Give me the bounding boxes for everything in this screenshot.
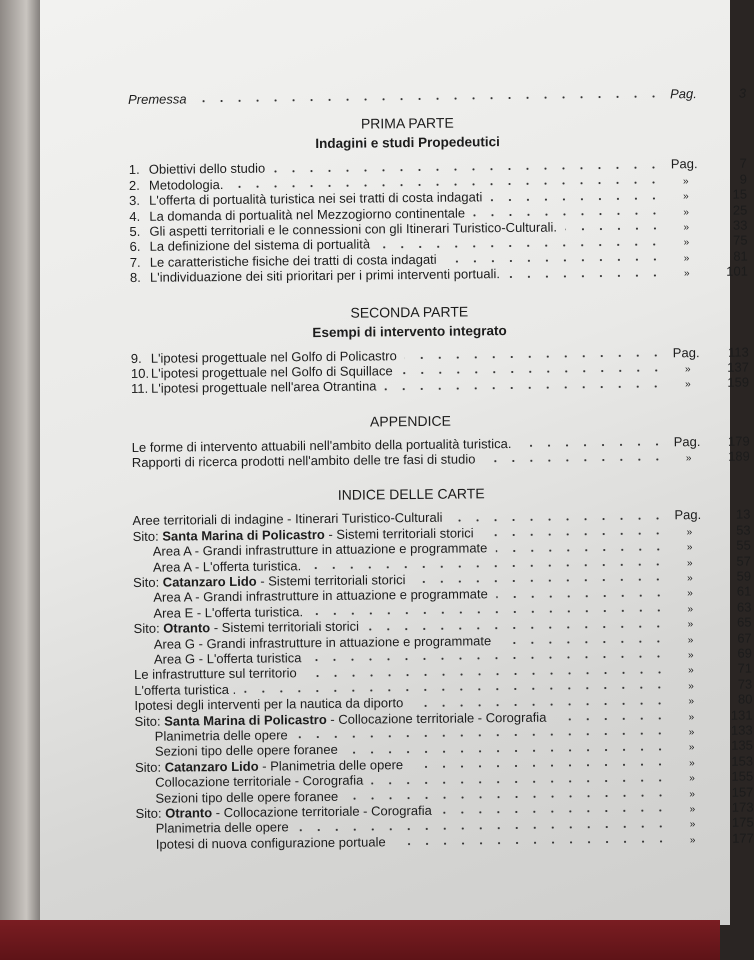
pag-label: » bbox=[687, 573, 693, 585]
page-number: 55 bbox=[736, 537, 751, 553]
entry-title bbox=[149, 161, 265, 178]
dot-leader bbox=[440, 809, 670, 815]
page-number: 133 bbox=[730, 722, 753, 738]
entry-text: Aree territoriali di indagine - Itinerari Turistico-Culturali bbox=[132, 510, 443, 529]
entry-text: L'ipotesi progettuale nell'area Otrantina bbox=[151, 378, 377, 397]
entry-text: L'individuazione dei siti prioritari per i primi interventi portuali. bbox=[149, 266, 501, 285]
book-page bbox=[40, 0, 754, 925]
table-of-contents bbox=[128, 86, 754, 852]
entry-title bbox=[153, 558, 301, 575]
entry-text: Area A - L'offerta turistica. bbox=[152, 557, 302, 575]
entry-text: Ipotesi degli interventi per la nautica da diporto bbox=[134, 695, 404, 714]
dot-leader bbox=[405, 353, 665, 360]
entry-text: La definizione del sistema di portualità bbox=[149, 236, 371, 255]
page-number: 57 bbox=[736, 553, 752, 569]
entry-number: 7. bbox=[129, 254, 141, 270]
entry-text: Ipotesi di nuova configurazione portuale bbox=[155, 834, 386, 852]
entry-text: Le forme di intervento attuabili nell'ambito della portualità turistica. bbox=[131, 435, 512, 455]
section-heading: APPENDICE bbox=[369, 412, 451, 430]
pag-label: » bbox=[683, 191, 689, 203]
page-number: 179 bbox=[727, 433, 750, 449]
toc-section bbox=[128, 111, 748, 286]
entry-text: Area G - L'offerta turistica bbox=[153, 650, 302, 667]
entry-text: - Planimetria delle opere bbox=[258, 756, 404, 774]
dot-leader bbox=[490, 196, 663, 202]
entry-number: 8. bbox=[129, 270, 141, 286]
entry-title bbox=[153, 604, 303, 621]
site-name: Otranto bbox=[165, 805, 213, 821]
entry-title: Premessa bbox=[128, 91, 187, 107]
page-number: 25 bbox=[732, 202, 748, 218]
page-number: 71 bbox=[737, 660, 753, 677]
entry-list bbox=[129, 156, 748, 286]
entry-title bbox=[151, 379, 377, 397]
entry-text: Obiettivi dello studio bbox=[148, 160, 266, 178]
toc-section bbox=[132, 482, 754, 852]
entry-list bbox=[132, 507, 754, 852]
page-number: 155 bbox=[731, 768, 754, 784]
site-name: Catanzaro Lido bbox=[162, 573, 257, 590]
pag-label: » bbox=[682, 175, 689, 187]
dot-leader bbox=[384, 384, 665, 391]
entry-title bbox=[156, 834, 386, 852]
entry-number: 4. bbox=[129, 208, 141, 224]
pag-label: » bbox=[687, 619, 694, 631]
entry-text: La domanda di portualità nel Mezzogiorno continentale bbox=[149, 205, 466, 224]
pag-label: » bbox=[687, 634, 694, 646]
entry-title bbox=[155, 727, 288, 744]
page-number: 67 bbox=[737, 630, 752, 646]
page-number: 101 bbox=[726, 263, 748, 279]
dot-leader bbox=[554, 716, 668, 721]
page-number: 81 bbox=[733, 248, 748, 264]
dot-leader bbox=[482, 532, 667, 538]
entry-text: L'ipotesi progettuale nel Golfo di Squillace bbox=[150, 363, 393, 381]
entry-number: 10. bbox=[130, 365, 150, 381]
site-prefix: Sito: bbox=[133, 574, 163, 591]
site-name: Otranto bbox=[163, 620, 211, 636]
entry-text: Area A - Grandi infrastrutture in attuazione e programmate bbox=[153, 586, 488, 606]
entry-text: Rapporti di ricerca prodotti nell'ambito delle tre fasi di studio bbox=[131, 451, 476, 471]
page-number: 59 bbox=[736, 568, 752, 584]
page-number: 131 bbox=[730, 707, 753, 723]
entry-number: 9. bbox=[130, 350, 142, 366]
entry-text: Collocazione territoriale - Corografia bbox=[155, 772, 364, 790]
dot-leader bbox=[195, 95, 662, 104]
dot-leader bbox=[371, 778, 669, 785]
entry-text: Sezioni tipo delle opere foranee bbox=[154, 742, 338, 760]
entry-number: 3. bbox=[129, 193, 141, 209]
page-number: 69 bbox=[737, 645, 752, 661]
pag-label: » bbox=[683, 252, 690, 264]
toc-section bbox=[131, 408, 750, 470]
pag-label: » bbox=[683, 222, 690, 234]
entry-title bbox=[134, 666, 297, 683]
pag-label: » bbox=[683, 237, 690, 249]
entry-text: L'offerta di portualità turistica nei sei tratti di costa indagati bbox=[149, 189, 483, 208]
entry-title bbox=[132, 451, 476, 470]
pag-label: » bbox=[688, 711, 695, 723]
section-heading: SECONDA PARTE bbox=[350, 302, 469, 321]
dot-leader bbox=[495, 547, 666, 553]
entry-text: - Collocazione territoriale - Corografia bbox=[326, 709, 547, 727]
dot-leader bbox=[450, 516, 666, 522]
pag-label: » bbox=[689, 819, 696, 831]
entry-number: 5. bbox=[129, 223, 141, 239]
dot-leader bbox=[508, 273, 664, 279]
dot-leader bbox=[565, 227, 664, 232]
page-number: 153 bbox=[731, 753, 754, 769]
pag-label: » bbox=[686, 526, 693, 539]
entry-text: Le infrastrutture sul territorio bbox=[134, 665, 297, 683]
entry-title bbox=[149, 177, 224, 193]
dot-leader bbox=[394, 839, 670, 846]
dot-leader bbox=[378, 242, 664, 249]
page-number: 9 bbox=[739, 171, 748, 187]
page-number: 65 bbox=[737, 614, 752, 630]
entry-title bbox=[150, 266, 500, 285]
pag-label: » bbox=[689, 757, 695, 769]
page-number: 75 bbox=[733, 232, 748, 249]
pag-label: Pag. bbox=[670, 156, 698, 172]
page-number: 80 bbox=[737, 691, 753, 707]
entry-number: 1. bbox=[128, 162, 140, 178]
entry-text: - Sistemi territoriali storici bbox=[210, 618, 360, 636]
page-number: 33 bbox=[732, 217, 748, 233]
entry-title bbox=[156, 820, 289, 837]
section-heading: INDICE DELLE CARTE bbox=[337, 485, 485, 504]
section-heading: PRIMA PARTE bbox=[360, 114, 454, 132]
pag-label: » bbox=[687, 603, 694, 615]
dot-leader bbox=[483, 458, 665, 464]
entry-text: Planimetria delle opere bbox=[155, 819, 289, 837]
red-tablecloth bbox=[0, 920, 720, 960]
dot-leader bbox=[413, 578, 667, 585]
dot-leader bbox=[499, 639, 668, 645]
pag-label: » bbox=[688, 742, 695, 754]
entry-text: L'ipotesi progettuale nel Golfo di Policastro bbox=[150, 347, 397, 366]
site-name: Catanzaro Lido bbox=[164, 758, 259, 775]
page-number: 135 bbox=[731, 737, 753, 754]
page-number: 157 bbox=[731, 783, 754, 800]
pag-label: » bbox=[687, 588, 693, 600]
entry-text: L'offerta turistica . bbox=[134, 681, 237, 698]
entry-text: - Sistemi territoriali storici bbox=[324, 525, 474, 542]
entry-number: 11. bbox=[131, 381, 149, 397]
entry-text: Le caratteristiche fisiche dei tratti di costa indagati bbox=[149, 251, 437, 270]
page-number: 175 bbox=[731, 814, 754, 830]
toc-section bbox=[130, 299, 749, 397]
page-number: 177 bbox=[732, 830, 754, 846]
pag-label: » bbox=[683, 268, 690, 280]
page-number: 73 bbox=[737, 676, 753, 692]
page-number: 15 bbox=[732, 186, 748, 202]
entry-number: 2. bbox=[128, 177, 140, 193]
pag-label: » bbox=[689, 803, 696, 816]
entry-text: Metodologia. bbox=[148, 176, 224, 193]
site-prefix: Sito: bbox=[132, 528, 163, 544]
dot-leader bbox=[411, 701, 668, 708]
entry-title bbox=[134, 682, 236, 698]
site-name: Santa Marina di Policastro bbox=[162, 526, 325, 544]
page-number: 61 bbox=[736, 583, 752, 600]
entry-text: - Collocazione territoriale - Corografia bbox=[212, 802, 432, 821]
pag-label: » bbox=[686, 542, 693, 554]
dot-leader bbox=[473, 211, 663, 217]
entry-text: Area E - L'offerta turistica. bbox=[153, 604, 304, 621]
dot-leader bbox=[496, 593, 667, 599]
pag-label: Pag. bbox=[672, 344, 700, 360]
pag-label: Pag. bbox=[674, 507, 702, 523]
entry-list bbox=[131, 344, 749, 397]
entry-text: Planimetria delle opere bbox=[154, 727, 288, 744]
site-prefix: Sito: bbox=[133, 620, 164, 637]
page-number: 159 bbox=[727, 374, 750, 391]
entry-title bbox=[135, 803, 431, 822]
dot-leader bbox=[445, 258, 664, 264]
toc-entry-premessa bbox=[128, 86, 746, 108]
page-number: 53 bbox=[736, 522, 751, 538]
entry-list bbox=[132, 433, 750, 470]
pag-label: » bbox=[688, 696, 695, 708]
site-prefix: Sito: bbox=[134, 713, 165, 729]
pag-label: Pag. bbox=[669, 86, 697, 102]
pag-label: » bbox=[689, 788, 696, 800]
dot-leader bbox=[519, 442, 665, 448]
page-number: 113 bbox=[727, 344, 749, 360]
site-prefix: Sito: bbox=[134, 759, 165, 775]
pag-label: » bbox=[685, 379, 691, 391]
pag-label: Pag. bbox=[673, 433, 701, 449]
page-number: 13 bbox=[735, 506, 751, 523]
page-number: 173 bbox=[731, 799, 754, 815]
page-number: 189 bbox=[728, 448, 750, 464]
page-number: 137 bbox=[727, 359, 749, 375]
dot-leader bbox=[401, 369, 665, 376]
dot-leader bbox=[367, 624, 668, 631]
pag-label: » bbox=[685, 453, 692, 465]
entry-text: Area A - Grandi infrastrutture in attuazione e programmate bbox=[152, 540, 488, 560]
site-name: Santa Marina di Policastro bbox=[164, 711, 327, 729]
pag-label: » bbox=[683, 206, 689, 218]
page-number: 7 bbox=[739, 155, 747, 171]
entry-title bbox=[154, 650, 302, 667]
pag-label: » bbox=[689, 773, 695, 785]
entry-number: 6. bbox=[129, 239, 141, 255]
entry-text: Sezioni tipo delle opere foranee bbox=[155, 788, 339, 806]
dot-leader bbox=[346, 747, 669, 754]
pag-label: » bbox=[688, 680, 694, 692]
section-subheading: Indagini e studi Propedeutici bbox=[315, 134, 500, 152]
pag-label: » bbox=[689, 834, 696, 846]
entry-text: Gli aspetti territoriali e le connessioni con gli Itinerari Turistico-Culturali. bbox=[149, 219, 558, 239]
pag-label: » bbox=[687, 650, 694, 662]
pag-label: » bbox=[684, 364, 691, 376]
entry-text: Area G - Grandi infrastrutture in attuazione e programmate bbox=[153, 632, 492, 652]
pag-label: » bbox=[688, 727, 695, 739]
page-number: 63 bbox=[736, 599, 752, 615]
pag-label: » bbox=[688, 665, 694, 677]
dot-leader bbox=[346, 793, 669, 800]
facing-page-edge bbox=[0, 0, 44, 960]
page-number: 3 bbox=[738, 85, 747, 101]
dot-leader bbox=[411, 762, 669, 769]
section-subheading: Esempi di intervento integrato bbox=[312, 322, 507, 340]
entry-text: - Sistemi territoriali storici bbox=[256, 572, 406, 589]
site-prefix: Sito: bbox=[135, 805, 166, 821]
pag-label: » bbox=[686, 557, 693, 569]
